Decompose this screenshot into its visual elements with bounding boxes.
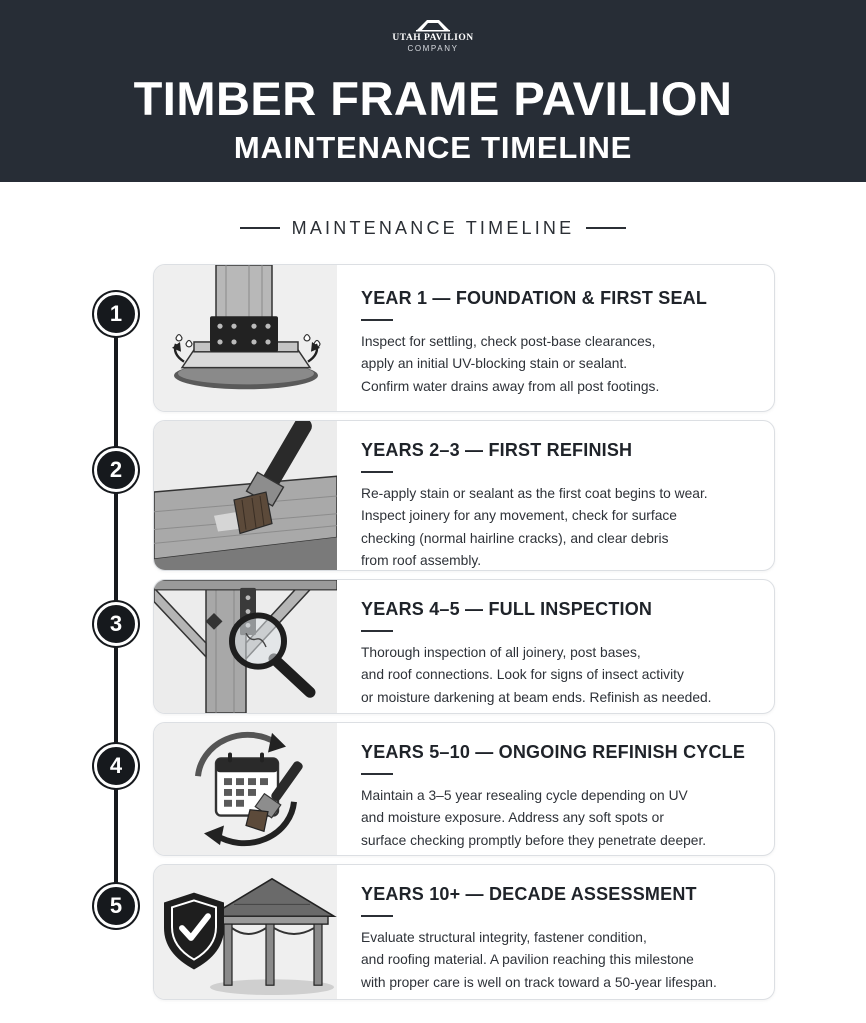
card-description: Thorough inspection of all joinery, post bases, and roof connections. Look for signs of insect activity or moisture darkening at beam ends. Refinish as needed. bbox=[361, 645, 712, 705]
header-banner bbox=[0, 0, 866, 182]
card-description: Evaluate structural integrity, fastener condition, and roofing material. A pavilion reaching this milestone with proper care is well on track toward a 50-year lifespan. bbox=[361, 930, 717, 990]
step-marker-2 bbox=[94, 448, 138, 492]
timeline-card-5 bbox=[153, 864, 775, 1000]
step-marker-4 bbox=[94, 744, 138, 788]
step-marker-1 bbox=[94, 292, 138, 336]
timeline-card-4 bbox=[153, 722, 775, 856]
card-content bbox=[361, 439, 754, 571]
page-subtitle: MAINTENANCE TIMELINE bbox=[233, 130, 633, 165]
section-heading bbox=[0, 216, 866, 240]
card-content bbox=[361, 598, 754, 709]
card-title-rule bbox=[361, 319, 393, 321]
magnifier-icon bbox=[154, 580, 337, 713]
card-title: YEAR 1 — FOUNDATION & FIRST SEAL bbox=[361, 288, 708, 308]
step-marker-5 bbox=[94, 884, 138, 928]
step-number: 1 bbox=[109, 301, 123, 326]
card-description: Re-apply stain or sealant as the first coat begins to wear. Inspect joinery for any movement, check for surface checking (normal hairline cracks), and clear debris from roof assembly. bbox=[361, 486, 708, 569]
card-title-rule bbox=[361, 915, 393, 917]
card-content bbox=[361, 741, 754, 852]
card-content bbox=[361, 287, 754, 398]
shield-pavilion-icon bbox=[154, 865, 337, 999]
calendar-cycle-icon bbox=[154, 723, 337, 855]
step-marker-3 bbox=[94, 602, 138, 646]
card-title-rule bbox=[361, 773, 393, 775]
card-title: YEARS 4–5 — FULL INSPECTION bbox=[361, 599, 653, 619]
heading-rule-left bbox=[240, 227, 280, 229]
heading-rule-right bbox=[586, 227, 626, 229]
card-title: YEARS 5–10 — ONGOING REFINISH CYCLE bbox=[361, 742, 746, 762]
timeline-card-2 bbox=[153, 420, 775, 571]
card-title-rule bbox=[361, 630, 393, 632]
logo-name: UTAH PAVILION bbox=[392, 33, 474, 43]
company-logo bbox=[383, 18, 483, 58]
roof-logo-icon bbox=[413, 18, 453, 32]
card-description: Maintain a 3–5 year resealing cycle depending on UV and moisture exposure. Address any soft spots or surface checking promptly before they penetrate deeper. bbox=[361, 788, 707, 848]
page-title: TIMBER FRAME PAVILION bbox=[133, 72, 733, 125]
card-content bbox=[361, 883, 754, 994]
card-title-rule bbox=[361, 471, 393, 473]
paintbrush-icon bbox=[154, 421, 337, 570]
section-heading-text: MAINTENANCE TIMELINE bbox=[291, 218, 575, 238]
timeline-card-3 bbox=[153, 579, 775, 714]
card-description: Inspect for settling, check post-base clearances, apply an initial UV-blocking stain or sealant. Confirm water drains away from all post footings. bbox=[361, 334, 660, 394]
card-title: YEARS 10+ — DECADE ASSESSMENT bbox=[361, 884, 697, 904]
logo-subname: COMPANY bbox=[407, 44, 459, 53]
step-number: 2 bbox=[109, 457, 123, 482]
timeline-card-1 bbox=[153, 264, 775, 412]
post-base-icon bbox=[154, 265, 337, 411]
step-number: 4 bbox=[109, 753, 123, 778]
step-number: 5 bbox=[109, 893, 123, 918]
card-title: YEARS 2–3 — FIRST REFINISH bbox=[361, 440, 633, 460]
step-number: 3 bbox=[109, 611, 123, 636]
